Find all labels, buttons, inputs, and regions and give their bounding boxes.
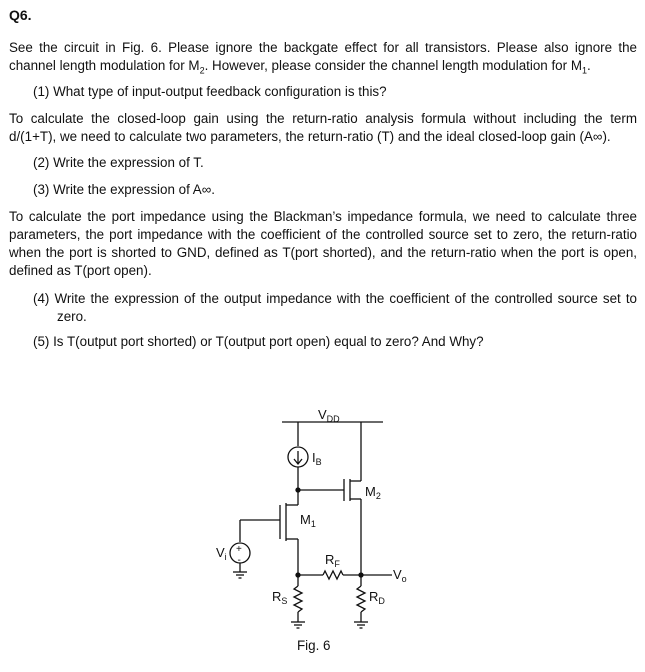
item-2: (2) Write the expression of T.	[33, 155, 204, 170]
paragraph-3: To calculate the port impedance using the Blackman’s impedance formula, we need to calculate three parameters, the port impedance with the coefficient of the controlled source set to zero, the return-ratio when the port is shorted to GND, defined as T(port shorted), and the return-ratio when the port is open, defined as T(port open).	[9, 209, 637, 278]
vi-label: $V_i$	[216, 545, 227, 562]
intro-paragraph: See the circuit in Fig. 6. Please ignore the backgate effect for all transistors. Please also ignore the channel length modulation for $M_2$. However, please consider the channel length modulation for $M_1$.	[9, 40, 637, 76]
ib-label: $I_B$	[312, 450, 322, 467]
m1-label: $M_1$	[300, 512, 316, 529]
item-5: (5) Is T(output port shorted) or T(output port open) equal to zero? And Why?	[33, 334, 484, 349]
item-3: (3) Write the expression of A∞.	[33, 182, 215, 197]
vi-minus: -	[237, 555, 241, 566]
question-number: Q6.	[9, 7, 32, 23]
m2-label: $M_2$	[365, 484, 381, 501]
resistor-rd	[357, 586, 365, 612]
rs-label: $R_S$	[272, 589, 288, 606]
vi-plus: +	[236, 544, 242, 555]
resistor-rs	[294, 586, 302, 612]
item-1: (1) What type of input-output feedback configuration is this?	[33, 84, 387, 99]
rd-label: $R_D$	[369, 589, 385, 606]
resistor-rf	[323, 571, 343, 579]
rf-label: $R_F$	[325, 552, 340, 569]
paragraph-2: To calculate the closed-loop gain using the return-ratio analysis formula without including the term d/(1+T), we need to calculate two parameters, the return-ratio (T) and the ideal closed-loop gain (A∞).	[9, 111, 637, 144]
node-dot	[296, 573, 300, 577]
vdd-label: $V_{DD}$	[318, 407, 340, 424]
item-4: (4) Write the expression of the output impedance with the coefficient of the controlled source set to zero.	[33, 291, 637, 324]
vo-label: $V_o$	[393, 567, 407, 584]
figure-caption: Fig. 6	[297, 638, 331, 653]
